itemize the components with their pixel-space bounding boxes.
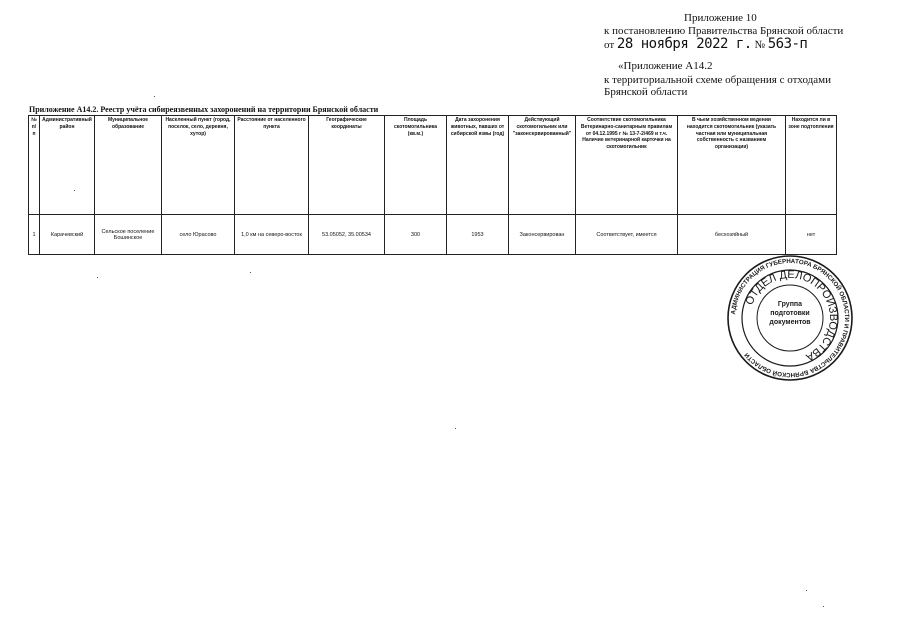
- table-cell: 1,0 км на северо-восток: [235, 215, 309, 255]
- scan-speck: [97, 277, 98, 278]
- decree-number: 563-п: [767, 36, 808, 52]
- decree-date-line: [604, 36, 807, 52]
- table-row: [29, 215, 837, 255]
- column-header: Дата захоронения животных, павших от сибирской язвы (год): [447, 116, 509, 215]
- table-header-row: [29, 116, 837, 215]
- table-cell: нет: [786, 215, 837, 255]
- column-header: № п/п: [29, 116, 40, 215]
- stamp-inner-text: ОТДЕЛ ДЕЛОПРОИЗВОДСТВА: [743, 268, 840, 364]
- registry-table: [28, 115, 837, 255]
- scan-speck: [823, 606, 824, 607]
- decree-date: 28 ноября 2022 г.: [616, 36, 752, 52]
- annex-subtitle-line2: Брянской области: [604, 86, 688, 98]
- annex-subtitle-line1: к территориальной схеме обращения с отходами: [604, 74, 831, 86]
- scan-speck: [455, 428, 456, 429]
- scan-speck: [154, 96, 155, 97]
- date-prefix: от: [604, 39, 615, 51]
- table-cell: Законсервирован: [509, 215, 576, 255]
- scan-speck: [74, 190, 75, 191]
- table-cell: 1: [29, 215, 40, 255]
- column-header: Административный район: [40, 116, 95, 215]
- column-header: Расстояние от населенного пункта: [235, 116, 309, 215]
- column-header: Населенный пункт (город, поселок, село, деревня, хутор): [162, 116, 235, 215]
- scan-speck: [250, 272, 251, 273]
- table-cell: Карачевский: [40, 215, 95, 255]
- column-header: Действующий скотомогильник или "законсервированный": [509, 116, 576, 215]
- table-cell: 1953: [447, 215, 509, 255]
- table-cell: Сельское поселение Бошинское: [95, 215, 162, 255]
- appendix-title: Приложение 10: [684, 12, 757, 24]
- column-header: Муниципальное образование: [95, 116, 162, 215]
- scan-speck: [806, 590, 807, 591]
- table-cell: бесхозяйный: [678, 215, 786, 255]
- column-header: Соответствие скотомогильника Ветеринарно-санитарным правилам от 04.12.1995 г № 13-7-2/469 и т.ч. Наличие ветеринарной карточки на скотомогильник: [576, 116, 678, 215]
- official-stamp: [726, 254, 854, 382]
- table-cell: 300: [385, 215, 447, 255]
- registry-title: Приложение А14.2. Реестр учёта сибиреязвенных захоронений на территории Брянской области: [29, 105, 379, 114]
- column-header: Географические координаты: [309, 116, 385, 215]
- stamp-center-text: Группа подготовки документов: [769, 301, 811, 327]
- table-cell: Соответствует, имеется: [576, 215, 678, 255]
- column-header: Находится ли в зоне подтопления: [786, 116, 837, 215]
- table-cell: 53.05052, 35.00534: [309, 215, 385, 255]
- stamp-outer-text: АДМИНИСТРАЦИЯ ГУБЕРНАТОРА БРЯНСКОЙ ОБЛАСТИ И ПРАВИТЕЛЬСТВА БРЯНСКОЙ ОБЛАСТИ: [730, 257, 851, 379]
- annex-title: «Приложение А14.2: [618, 60, 713, 72]
- number-sign: №: [754, 39, 765, 51]
- column-header: В чьем хозяйственном ведении находится скотомогильник (указать частная или муниципальная собственность с названием организации): [678, 116, 786, 215]
- column-header: Площадь скотомогильника (кв.м.): [385, 116, 447, 215]
- table-cell: село Юрасово: [162, 215, 235, 255]
- decree-reference: к постановлению Правительства Брянской области: [604, 25, 844, 37]
